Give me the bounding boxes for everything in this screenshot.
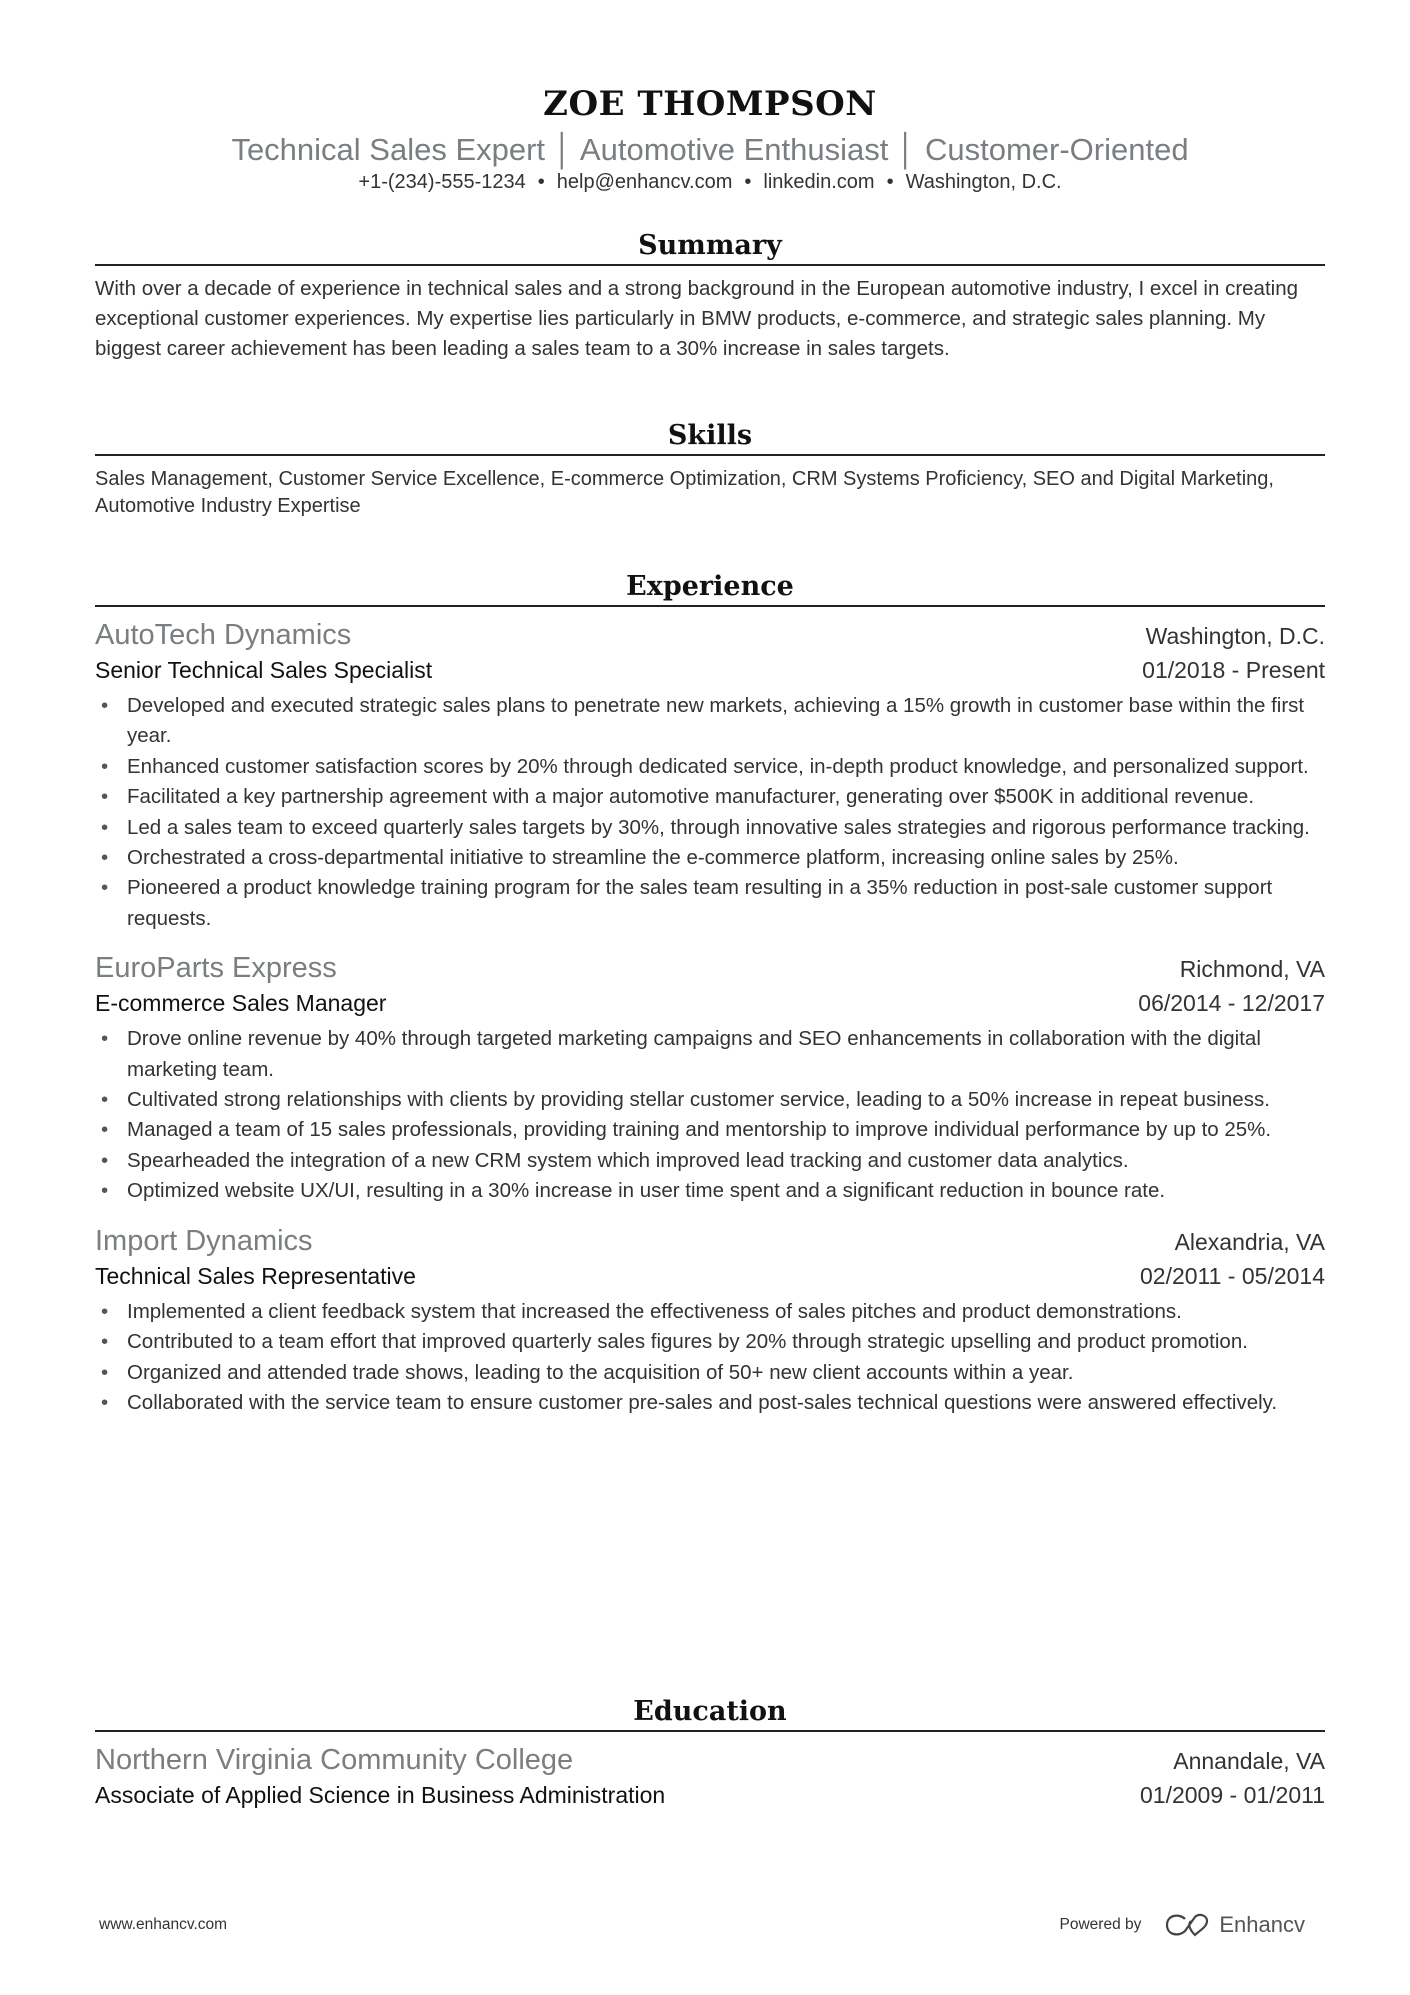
bullet-item: • Led a sales team to exceed quarterly sales targets by 30%, through innovative sales strategies and rigorous performance tracking.: [95, 813, 1325, 843]
company-name: EuroParts Express: [95, 952, 337, 985]
section-heading: Skills: [667, 420, 753, 451]
bullet-item: • Managed a team of 15 sales professionals, providing training and mentorship to improve individual performance by up to 25%.: [95, 1115, 1325, 1145]
section-heading: Summary: [638, 230, 782, 261]
job-dates: 01/2018 - Present: [1142, 657, 1325, 683]
divider: [95, 605, 1325, 607]
bullet-item: • Spearheaded the integration of a new CRM system which improved lead tracking and customer data analytics.: [95, 1146, 1325, 1176]
bullet-item: • Facilitated a key partnership agreement with a major automotive manufacturer, generating over $500K in additional revenue.: [95, 782, 1325, 812]
skills-text: Sales Management, Customer Service Excellence, E-commerce Optimization, CRM Systems Proficiency, SEO and Digital Marketing, Automotive Industry Expertise: [95, 468, 1274, 517]
bullet-item: • Enhanced customer satisfaction scores by 20% through dedicated service, in-depth product knowledge, and personalized support.: [95, 752, 1325, 782]
education-entry: [95, 1742, 1325, 1812]
candidate-title: Technical Sales Expert │ Automotive Enthusiast │ Customer-Oriented: [231, 132, 1189, 167]
bullet-item: • Cultivated strong relationships with clients by providing stellar customer service, leading to a 50% increase in repeat business.: [95, 1085, 1325, 1115]
job-entry: [95, 617, 1325, 934]
degree: Associate of Applied Science in Business Administration: [95, 1782, 666, 1808]
school-location: Annandale, VA: [1173, 1748, 1325, 1774]
job-bullets: [95, 1297, 1325, 1419]
job-role: Technical Sales Representative: [95, 1262, 416, 1289]
skills-section: [95, 420, 1325, 520]
divider: [95, 264, 1325, 266]
bullet-item: • Contributed to a team effort that improved quarterly sales figures by 20% through strategic upselling and product promotion.: [95, 1327, 1325, 1357]
job-entry: [95, 950, 1325, 1206]
job-dates: 06/2014 - 12/2017: [1138, 990, 1325, 1017]
bullet-item: • Implemented a client feedback system that increased the effectiveness of sales pitches and product demonstrations.: [95, 1297, 1325, 1327]
bullet-item: • Orchestrated a cross-departmental initiative to streamline the e-commerce platform, increasing online sales by 25%.: [95, 843, 1325, 873]
summary-section: [95, 230, 1325, 364]
candidate-name: ZOE THOMPSON: [543, 84, 877, 124]
school-name: Northern Virginia Community College: [95, 1744, 574, 1776]
enhancv-logo: [1165, 1912, 1305, 1938]
enhancv-logo-icon: [1165, 1913, 1211, 1937]
bullet-item: • Developed and executed strategic sales plans to penetrate new markets, achieving a 15% growth in customer base within the first year.: [95, 691, 1325, 752]
company-name: Import Dynamics: [95, 1224, 313, 1257]
job-location: Washington, D.C.: [1145, 623, 1325, 649]
job-entry: [95, 1223, 1325, 1419]
education-dates: 01/2009 - 01/2011: [1139, 1782, 1325, 1808]
bullet-item: • Pioneered a product knowledge training program for the sales team resulting in a 35% reduction in post-sale customer support requests.: [95, 873, 1325, 934]
powered-by-label: Powered by: [1059, 1916, 1142, 1933]
section-heading: Experience: [626, 571, 794, 602]
job-location: Alexandria, VA: [1174, 1228, 1325, 1255]
bullet-item: • Organized and attended trade shows, leading to the acquisition of 50+ new client accounts within a year.: [95, 1358, 1325, 1388]
footer: [99, 1912, 1305, 1938]
contact-line: +1-(234)-555-1234 • help@enhancv.com • linkedin.com • Washington, D.C.: [358, 171, 1062, 193]
divider: [95, 1730, 1325, 1732]
website-link[interactable]: www.enhancv.com: [99, 1916, 228, 1933]
phone: +1-(234)-555-1234: [358, 171, 526, 193]
brand-name: Enhancv: [1219, 1912, 1305, 1937]
email-link[interactable]: help@enhancv.com: [556, 171, 733, 193]
job-bullets: [95, 1024, 1325, 1206]
linkedin-link[interactable]: linkedin.com: [763, 171, 875, 193]
company-name: AutoTech Dynamics: [95, 619, 352, 651]
education-section: [95, 1696, 1325, 1812]
summary-text: With over a decade of experience in technical sales and a strong background in the European automotive industry, I excel in creating exceptional customer experiences. My expertise lies particularly in BMW products, e-commerce, and strategic sales planning. My biggest career achievement has been leading a sales team to a 30% increase in sales targets.: [95, 277, 1298, 360]
job-dates: 02/2011 - 05/2014: [1139, 1262, 1325, 1289]
bullet-item: • Optimized website UX/UI, resulting in a 30% increase in user time spent and a significant reduction in bounce rate.: [95, 1176, 1325, 1206]
job-bullets: [95, 691, 1325, 934]
section-heading: Education: [633, 1696, 787, 1727]
job-location: Richmond, VA: [1179, 956, 1325, 983]
job-role: E-commerce Sales Manager: [95, 990, 387, 1017]
experience-section: [95, 571, 1325, 1418]
location: Washington, D.C.: [905, 171, 1062, 193]
job-role: Senior Technical Sales Specialist: [95, 657, 433, 683]
bullet-item: • Drove online revenue by 40% through targeted marketing campaigns and SEO enhancements in collaboration with the digital marketing team.: [95, 1024, 1325, 1085]
bullet-item: • Collaborated with the service team to ensure customer pre-sales and post-sales technical questions were answered effectively.: [95, 1388, 1325, 1418]
divider: [95, 454, 1325, 456]
